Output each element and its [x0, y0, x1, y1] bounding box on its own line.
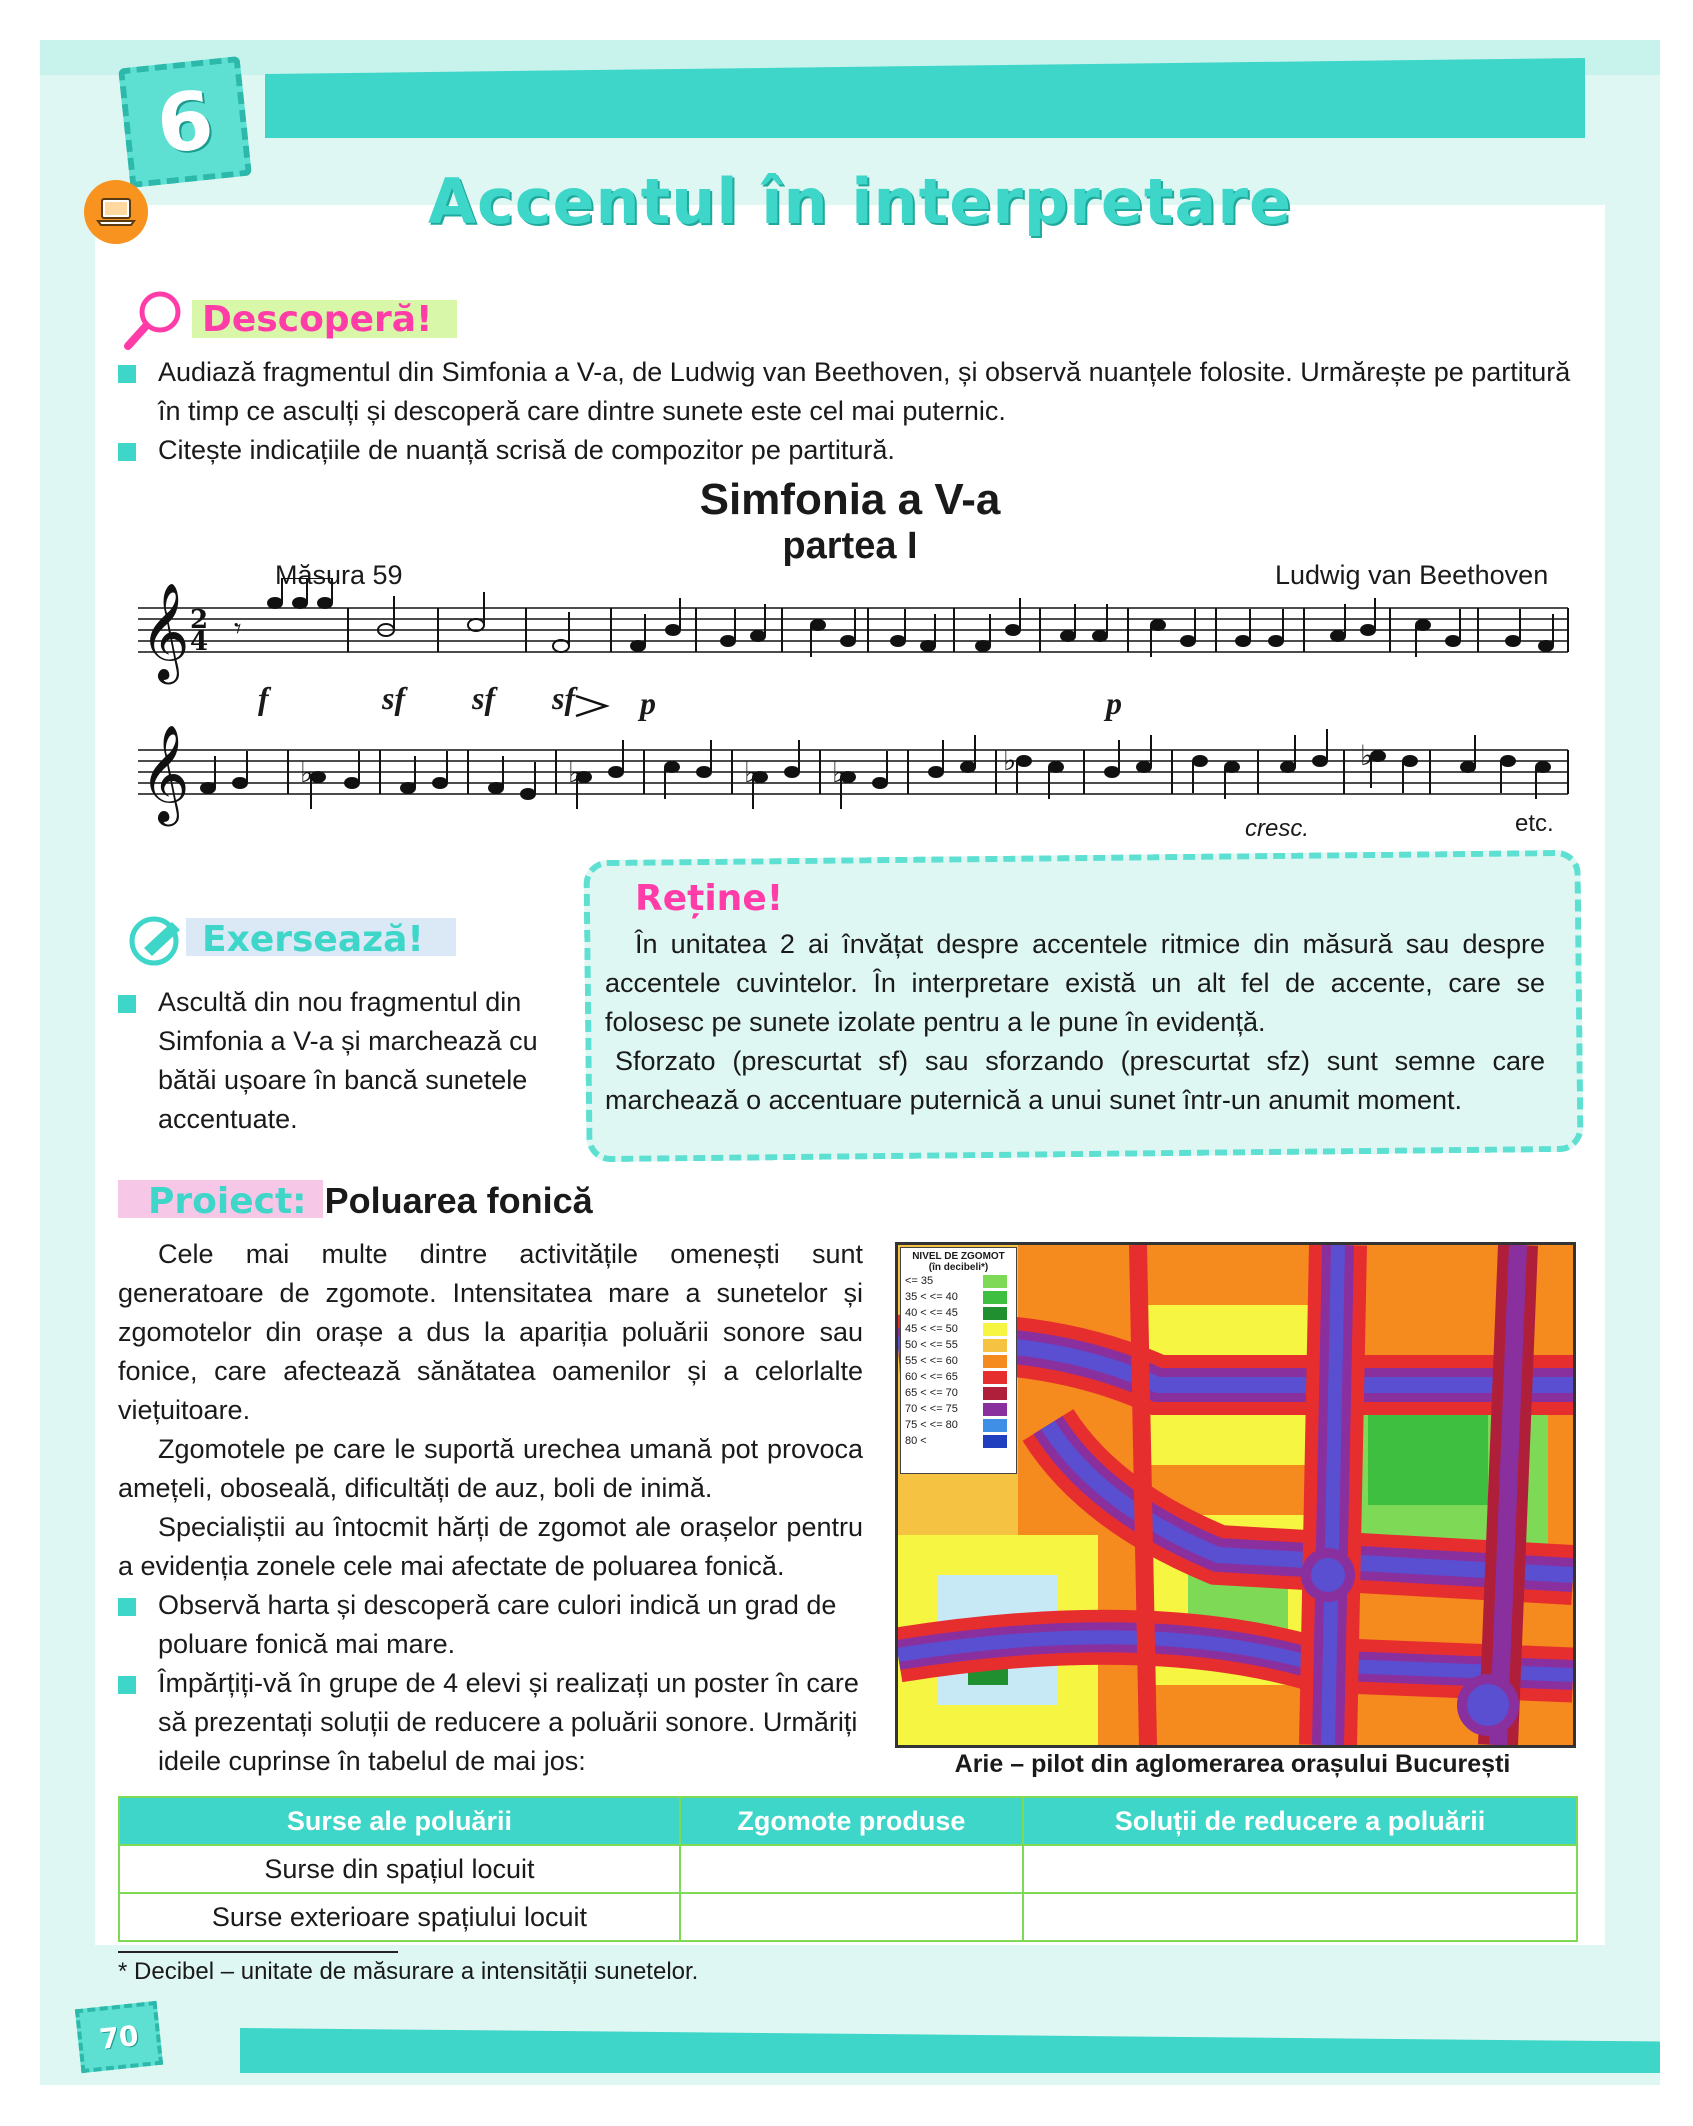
svg-text:𝄞: 𝄞	[140, 582, 190, 680]
retine-paragraph-1: În unitatea 2 ai învățat despre accentele ritmice din măsură sau despre accentele cuvintelor. În interpretare există un alt fel de accente, care se folosesc pe sunete izolate pentru a le pune în evidență.	[605, 929, 1545, 1037]
proiect-title: Poluarea fonică	[324, 1180, 593, 1221]
table-header-row	[119, 1797, 1577, 1845]
svg-text:♭: ♭	[300, 756, 314, 789]
score-title: Simfonia a V-a	[699, 475, 1001, 524]
legend-range: 40 < <= 45	[905, 1307, 958, 1319]
footnote: * Decibel – unitate de măsurare a intensității sunetelor.	[118, 1958, 699, 1985]
score-subtitle: partea I	[782, 525, 918, 567]
table-cell[interactable]	[1023, 1893, 1577, 1941]
legend-range: 75 < <= 80	[905, 1419, 958, 1431]
table-header: Surse ale poluării	[119, 1797, 680, 1845]
measure-label: Măsura 59	[275, 560, 403, 590]
exerseaza-bullets	[118, 983, 558, 1139]
dynamic-mark: sf	[472, 680, 496, 716]
legend-swatch	[983, 1323, 1007, 1336]
table-cell[interactable]	[680, 1893, 1023, 1941]
legend-subtitle: (în decibeli*)	[928, 1262, 989, 1273]
map-legend	[900, 1247, 1017, 1474]
legend-item	[901, 1289, 1016, 1305]
legend-swatch	[983, 1339, 1007, 1352]
svg-text:♭: ♭	[744, 756, 758, 789]
svg-text:𝄞: 𝄞	[140, 724, 190, 822]
svg-text:♭: ♭	[1003, 744, 1017, 777]
exerseaza-label: Exersează!	[202, 918, 424, 960]
map-caption: Arie – pilot din aglomerarea orașului București	[954, 1750, 1511, 1778]
exerseaza-bullet: Ascultă din nou fragmentul din Simfonia a V-a și marchează cu bătăi ușoare în bancă sunetele accentuate.	[118, 983, 558, 1139]
table-header: Soluții de reducere a poluării	[1023, 1797, 1577, 1845]
legend-range: 35 < <= 40	[905, 1291, 958, 1303]
unit-number-badge: 6	[118, 56, 252, 188]
legend-swatch	[983, 1275, 1007, 1288]
descopera-label: Descoperă!	[202, 298, 433, 340]
legend-swatch	[983, 1291, 1007, 1304]
laptop-icon[interactable]	[84, 180, 148, 244]
descopera-bullet-1: Audiază fragmentul din Simfonia a V-a, de Ludwig van Beethoven, și observă nuanțele folosite. Urmărește pe partitură în timp ce asculți și descoperă care dintre sunete este cel mai puternic.	[118, 353, 1578, 431]
etc-mark: etc.	[1515, 810, 1554, 837]
dynamic-mark: p	[1106, 685, 1122, 721]
legend-item	[901, 1321, 1016, 1337]
table-cell: Surse exterioare spațiului locuit	[119, 1893, 680, 1941]
pollution-table	[118, 1796, 1578, 1942]
svg-text:♭: ♭	[832, 756, 846, 789]
table-row	[119, 1893, 1577, 1941]
table-cell[interactable]	[680, 1845, 1023, 1893]
legend-range: 80 <	[905, 1435, 927, 1447]
legend-range: 45 < <= 50	[905, 1323, 958, 1335]
legend-item	[901, 1401, 1016, 1417]
svg-text:4: 4	[190, 627, 209, 657]
legend-range: 50 < <= 55	[905, 1339, 958, 1351]
legend-swatch	[983, 1403, 1007, 1416]
legend-rows	[901, 1273, 1016, 1449]
proiect-label: Proiect:	[148, 1180, 307, 1222]
dynamic-mark: p	[640, 685, 656, 721]
legend-item	[901, 1305, 1016, 1321]
dynamic-mark: sf	[382, 680, 406, 716]
exerseaza-header	[126, 918, 466, 960]
legend-item	[901, 1433, 1016, 1449]
proiect-text	[118, 1235, 863, 1781]
legend-swatch	[983, 1435, 1007, 1448]
legend-swatch	[983, 1419, 1007, 1432]
svg-text:2: 2	[190, 605, 209, 635]
composer-name: Ludwig van Beethoven	[1275, 560, 1549, 590]
footnote-divider	[118, 1951, 398, 1953]
legend-swatch	[983, 1307, 1007, 1320]
legend-item	[901, 1337, 1016, 1353]
descopera-bullets	[118, 353, 1578, 470]
legend-item	[901, 1417, 1016, 1433]
table-cell: Surse din spațiul locuit	[119, 1845, 680, 1893]
legend-range: <= 35	[905, 1275, 934, 1287]
dynamic-mark: sf	[552, 680, 576, 716]
table-cell[interactable]	[1023, 1845, 1577, 1893]
legend-swatch	[983, 1355, 1007, 1368]
legend-item	[901, 1353, 1016, 1369]
svg-text:𝄾: 𝄾	[234, 612, 242, 645]
proiect-paragraph-1: Cele mai multe dintre activitățile omenești sunt generatoare de zgomote. Intensitatea mare a sunetelor și zgomotelor din orașe a dus la apariția poluării sonore sau fonice, care afectează sănătatea oamenilor și a celorlalte viețuitoare.	[118, 1239, 863, 1425]
legend-title: NIVEL DE ZGOMOT	[912, 1251, 1005, 1262]
proiect-bullet-2: Împărțiți-vă în grupe de 4 elevi și realizați un poster în care să prezentați soluții de reducere a poluării sonore. Urmăriți ideile cuprinse în tabelul de mai jos:	[118, 1664, 863, 1781]
retine-paragraph-2: Sforzato (prescurtat sf) sau sforzando (prescurtat sfz) sunt semne care marchează o accentuare puternică a unui sunet într-un anumit moment.	[605, 1046, 1545, 1115]
page-number: 70	[75, 2001, 163, 2073]
descopera-header	[122, 298, 462, 340]
legend-range: 70 < <= 75	[905, 1403, 958, 1415]
page-title: Accentul în interpretare	[427, 165, 1293, 238]
proiect-bullet-1: Observă harta și descoperă care culori indică un grad de poluare fonică mai mare.	[118, 1586, 863, 1664]
legend-item	[901, 1273, 1016, 1289]
legend-swatch	[983, 1387, 1007, 1400]
retine-label: Reține!	[635, 878, 784, 919]
proiect-header	[118, 1180, 768, 1222]
legend-item	[901, 1369, 1016, 1385]
legend-item	[901, 1385, 1016, 1401]
legend-range: 65 < <= 70	[905, 1387, 958, 1399]
pencil-check-icon	[126, 912, 188, 970]
magnifier-icon	[122, 290, 192, 352]
dynamic-mark: f	[258, 680, 269, 716]
music-score	[128, 578, 1578, 838]
legend-swatch	[983, 1371, 1007, 1384]
svg-text:♭: ♭	[568, 756, 582, 789]
svg-text:♭: ♭	[1360, 739, 1374, 772]
table-header: Zgomote produse	[680, 1797, 1023, 1845]
table-row	[119, 1845, 1577, 1893]
proiect-paragraph-3: Specialiștii au întocmit hărți de zgomot ale orașelor pentru a evidenția zonele cele mai afectate de poluarea fonică.	[118, 1512, 863, 1581]
cresc-mark: cresc.	[1245, 815, 1310, 842]
legend-range: 55 < <= 60	[905, 1355, 958, 1367]
legend-range: 60 < <= 65	[905, 1371, 958, 1383]
proiect-paragraph-2: Zgomotele pe care le suportă urechea umană pot provoca amețeli, oboseală, dificultăți de auz, boli de inimă.	[118, 1434, 863, 1503]
retine-text	[605, 925, 1545, 1120]
descopera-bullet-2: Citește indicațiile de nuanță scrisă de compozitor pe partitură.	[118, 431, 1578, 470]
